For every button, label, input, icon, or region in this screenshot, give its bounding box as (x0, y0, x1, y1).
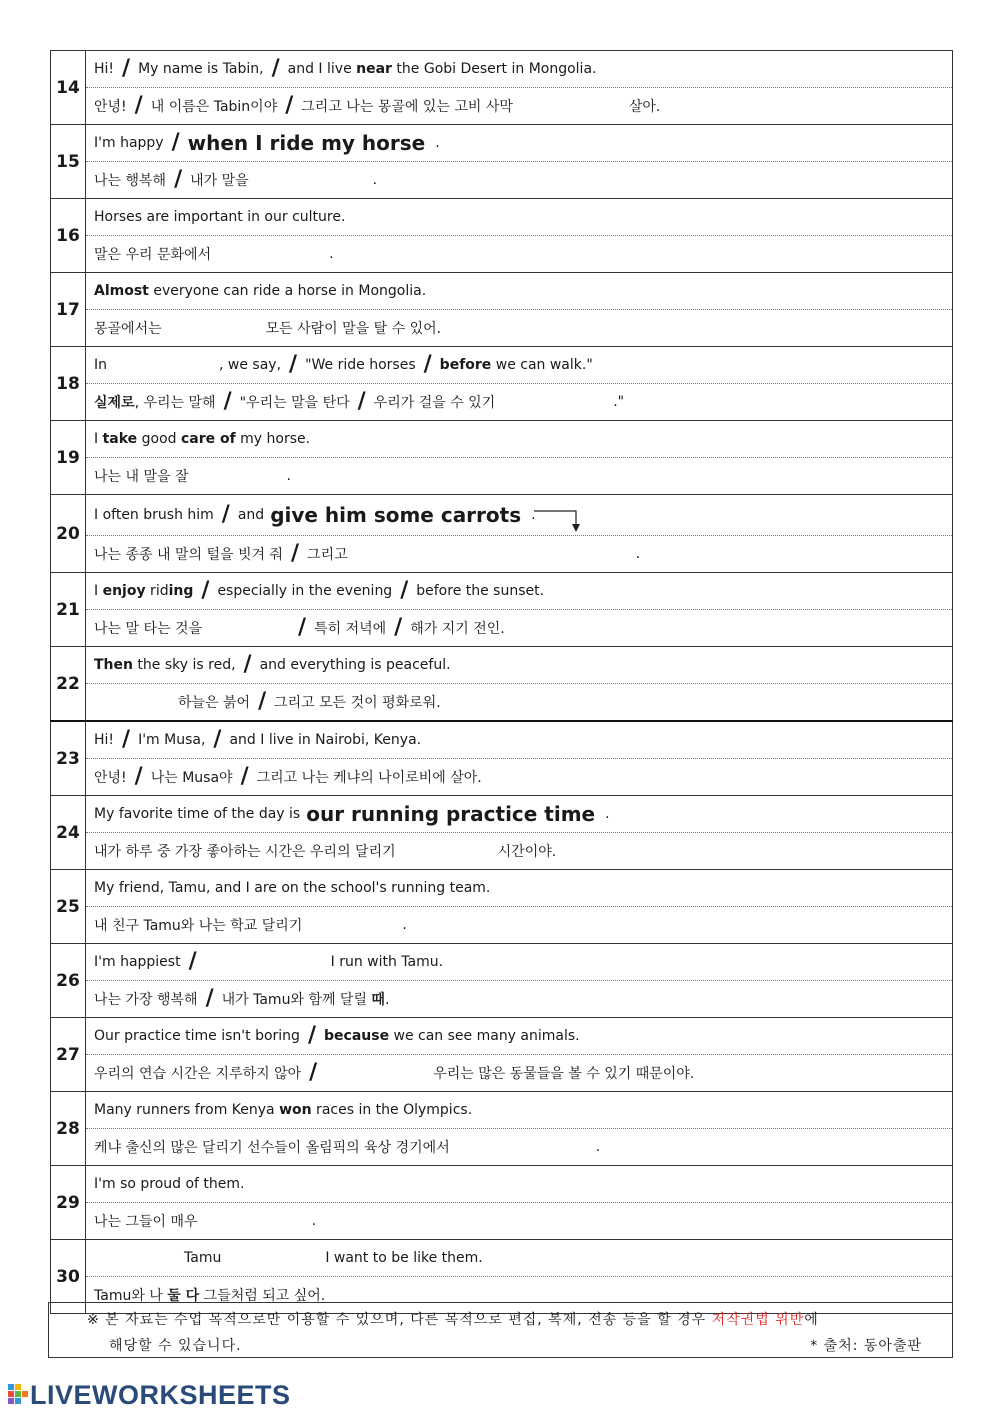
sentence-row (51, 1018, 953, 1092)
english-sentence: I'm happy / when I ride my horse . (86, 125, 952, 162)
korean-translation: 나는 종종 내 말의 털을 빗겨 줘 / 그리고 . (94, 541, 641, 566)
source-credit: * 출처: 동아출판 (810, 1338, 922, 1354)
sentence-number: 19 (51, 421, 86, 495)
english-sentence: Almost everyone can ride a horse in Mongolia. (86, 273, 952, 310)
korean-translation: 말은 우리 문화에서 . (94, 246, 334, 263)
copyright-line: ※ 본 자료는 수업 목적으로만 이용할 수 있으며, 다른 목적으로 편집, 복제, 전송 등을 할 경우 저작권법 위반에 (87, 1312, 819, 1328)
sentence-number: 23 (51, 721, 86, 796)
worksheet-table (50, 50, 953, 1314)
korean-translation: 몽골에서는 모든 사람이 말을 탈 수 있어. (94, 321, 442, 337)
sentence-number: 18 (51, 347, 86, 421)
korean-translation: 나는 가장 행복해 / 내가 Tamu와 함께 달릴 때. (94, 986, 390, 1011)
sentence-row (51, 495, 953, 573)
korean-translation: Tamu와 나 둘 다 그들처럼 되고 싶어. (94, 1288, 326, 1304)
english-sentence: Our practice time isn't boring / because we can see many animals. (86, 1018, 952, 1055)
sentence-row (51, 721, 953, 796)
liveworksheets-logo-icon (8, 1384, 28, 1406)
sentence-row (51, 573, 953, 647)
sentence-number: 17 (51, 273, 86, 347)
english-sentence: Then the sky is red, / and everything is peaceful. (86, 647, 952, 684)
sentence-row (51, 273, 953, 347)
sentence-row (51, 125, 953, 199)
english-sentence: I often brush him / and give him some carrots . (86, 495, 952, 536)
sentence-row (51, 199, 953, 273)
korean-translation: 우리의 연습 시간은 지루하지 않아 / 우리는 많은 동물들을 볼 수 있기 때문이야. (94, 1060, 695, 1085)
sentence-number: 22 (51, 647, 86, 722)
sentence-row (51, 647, 953, 722)
sentence-number: 27 (51, 1018, 86, 1092)
sentence-number: 16 (51, 199, 86, 273)
english-sentence: Hi! / I'm Musa, / and I live in Nairobi, Kenya. (86, 722, 952, 759)
korean-translation: 나는 행복해 / 내가 말을 . (94, 167, 378, 192)
copyright-line-2: 해당할 수 있습니다. (109, 1338, 242, 1354)
sentence-row (51, 51, 953, 125)
sentence-number: 14 (51, 51, 86, 125)
english-sentence: Tamu I want to be like them. (86, 1240, 952, 1277)
english-sentence: Horses are important in our culture. (86, 199, 952, 236)
english-sentence: My friend, Tamu, and I are on the school's running team. (86, 870, 952, 907)
english-sentence: My favorite time of the day is our running practice time . (86, 796, 952, 833)
english-sentence: I'm so proud of them. (86, 1166, 952, 1203)
sentence-number: 15 (51, 125, 86, 199)
sentence-number: 20 (51, 495, 86, 573)
korean-translation: 실제로, 우리는 말해 / "우리는 말을 탄다 / 우리가 걸을 수 있기 ." (94, 389, 625, 414)
korean-translation: 나는 내 말을 잘 . (94, 468, 291, 485)
sentence-number: 26 (51, 944, 86, 1018)
sentence-row (51, 944, 953, 1018)
korean-translation: 케냐 출신의 많은 달리기 선수들이 올림픽의 육상 경기에서 . (94, 1139, 601, 1156)
brand-name: LIVEWORKSHEETS (30, 1379, 291, 1410)
korean-translation: 나는 그들이 매우 . (94, 1213, 317, 1230)
english-sentence: Many runners from Kenya won races in the Olympics. (86, 1092, 952, 1129)
sentence-row (51, 1092, 953, 1166)
sentence-number: 30 (51, 1240, 86, 1314)
sentence-number: 25 (51, 870, 86, 944)
liveworksheets-brand[interactable] (8, 1378, 291, 1412)
sentence-row (51, 870, 953, 944)
korean-translation: 하늘은 붉어 / 그리고 모든 것이 평화로워. (178, 689, 441, 714)
sentence-row (51, 1166, 953, 1240)
english-sentence: I'm happiest / I run with Tamu. (86, 944, 952, 981)
english-sentence: I take good care of my horse. (86, 421, 952, 458)
korean-translation: 안녕! / 내 이름은 Tabin이야 / 그리고 나는 몽골에 있는 고비 사막 살아. (94, 93, 661, 118)
sentence-number: 21 (51, 573, 86, 647)
korean-translation: 안녕! / 나는 Musa야 / 그리고 나는 케냐의 나이로비에 살아. (94, 764, 482, 789)
korean-translation: 내 친구 Tamu와 나는 학교 달리기 . (94, 917, 407, 934)
korean-translation: 내가 하루 중 가장 좋아하는 시간은 우리의 달리기 시간이야. (94, 844, 557, 860)
copyright-notice (48, 1302, 953, 1358)
sentence-row (51, 421, 953, 495)
sentence-row (51, 347, 953, 421)
sentence-row (51, 796, 953, 870)
korean-translation: 나는 말 타는 것을 / 특히 저녁에 / 해가 지기 전인. (94, 615, 505, 640)
sentence-number: 24 (51, 796, 86, 870)
english-sentence: I enjoy riding / especially in the evening / before the sunset. (86, 573, 952, 610)
copyright-warning: 저작권법 위반 (711, 1312, 805, 1328)
sentence-number: 28 (51, 1092, 86, 1166)
english-sentence: In , we say, / "We ride horses / before we can walk." (86, 347, 952, 384)
sentence-number: 29 (51, 1166, 86, 1240)
english-sentence: Hi! / My name is Tabin, / and I live near the Gobi Desert in Mongolia. (86, 51, 952, 88)
arrow-down-right-icon (534, 508, 582, 534)
